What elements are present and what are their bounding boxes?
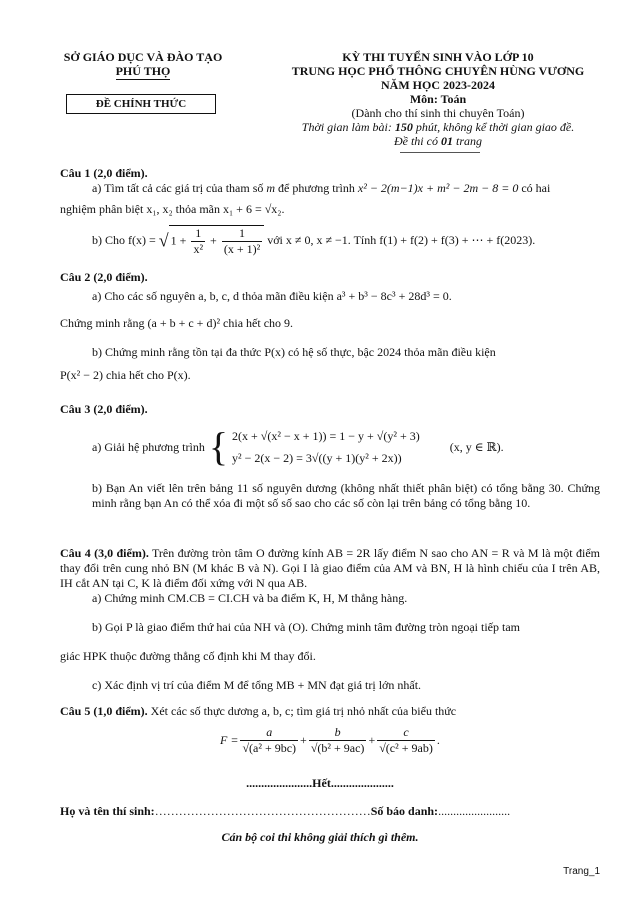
question-part-b-cont: P(x² − 2) chia hết cho P(x). <box>60 368 191 382</box>
question-part-a: a) Cho các số nguyên a, b, c, d thỏa mãn điều kiện a³ + b³ − 8c³ + 28d³ = 0. <box>92 289 452 303</box>
exam-title-line1: KỲ THI TUYỂN SINH VÀO LỚP 10 <box>342 50 534 64</box>
exam-title-block <box>258 50 618 148</box>
exam-year: NĂM HỌC 2023-2024 <box>381 78 495 92</box>
header-divider <box>400 152 480 153</box>
question-part-b: b) Chứng minh rằng tồn tại đa thức P(x) có hệ số thực, bậc 2024 thỏa mãn điều kiện <box>92 345 496 359</box>
exam-audience: (Dành cho thí sinh thi chuyên Toán) <box>351 106 525 120</box>
issuer-line1: SỞ GIÁO DỤC VÀ ĐÀO TẠO <box>63 50 223 64</box>
question-part-a: a) Chứng minh CM.CB = CI.CH và ba điểm K, H, M thẳng hàng. <box>92 591 408 605</box>
question-part-b: b) Cho f(x) = √ 1 + $\frac{1}{\text{x²}}$ + $\frac{1}{\text{(x + 1)²}}$ với x ≠ 0, x ≠ −1. Tính f(1) + f(2) + f(3) + ⋯ + f(2023). <box>92 226 536 256</box>
question-part-a-cont: Chứng minh rằng (a + b + c + d)² chia hết cho 9. <box>60 316 294 330</box>
question-5 <box>60 704 600 756</box>
expression-F: F = $\frac{a}{\text{√(a² + 9bc)}}$ + $\frac{b}{\text{√(b² + 9ac)}}$ + $\frac{c}{\text{√(c² + 9ab)}}$ . <box>220 725 440 755</box>
question-title: Câu 1 (2,0 điểm). <box>60 166 148 180</box>
system-domain: (x, y ∈ ℝ). <box>449 439 504 454</box>
exam-subject: Môn: Toán <box>409 92 467 106</box>
system-equation-2: y² − 2(x − 2) = 3√((y + 1)(y² + 2x)) <box>232 451 402 465</box>
question-part-a: a) Tìm tất cả các giá trị của tham số m để phương trình x² − 2(m−1)x + m² − 2m − 8 = 0 có hai <box>92 181 551 195</box>
question-part-a-cont: nghiệm phân biệt x₁, x₂ thỏa mãn x₁ + 6 = √x₂. <box>60 202 285 216</box>
end-marker: ......................Hết..................... <box>246 776 394 790</box>
candidate-info-line: Họ và tên thí sinh:………………………………………………Số báo danh:........................ <box>60 804 511 818</box>
question-part-b: b) Gọi P là giao điểm thứ hai của NH và (O). Chứng minh tâm đường tròn ngoại tiếp tam <box>92 620 521 634</box>
proctor-note: Cán bộ coi thi không giải thích gì thêm. <box>221 830 419 844</box>
exam-time: Thời gian làm bài: 150 phút, không kể thời gian giao đề. <box>301 120 575 134</box>
question-2 <box>60 270 600 383</box>
system-equation-1: 2(x + √(x² − x + 1)) = 1 − y + √(y² + 3) <box>232 429 420 443</box>
question-part-a: a) Giải hệ phương trình { 2(x + √(x² − x + 1)) = 1 − y + √(y² + 3) y² − 2(x − 2) = 3√((y + 1)(y² + 2x)) (x, y ∈ ℝ). <box>92 424 504 469</box>
question-1 <box>60 166 600 257</box>
official-stamp-box: ĐỀ CHÍNH THỨC <box>66 94 216 114</box>
question-4 <box>60 546 600 693</box>
exam-pages: Đề thi có 01 trang <box>393 134 482 148</box>
question-intro: Câu 4 (3,0 điểm). Trên đường tròn tâm O đường kính AB = 2R lấy điểm N sao cho AN = R và M là một điểm thay đổi trên cung nhỏ BN (M khác B và N). Gọi I là giao điểm của AM và BN, H là hình chiếu của I trên AB, IH cắt AN tại C, K là điểm đối xứng với N qua AB. <box>60 546 600 590</box>
issuer-line2: PHÚ THỌ <box>115 64 171 78</box>
issuer-block <box>48 50 238 80</box>
question-part-b-cont: giác HPK thuộc đường thẳng cố định khi M thay đổi. <box>60 649 316 663</box>
question-intro: Câu 5 (1,0 điểm). Xét các số thực dương a, b, c; tìm giá trị nhỏ nhất của biểu thức <box>60 704 457 718</box>
exam-title-line2: TRUNG HỌC PHỔ THÔNG CHUYÊN HÙNG VƯƠNG <box>291 64 585 78</box>
question-3 <box>60 402 600 511</box>
page-number: Trang_1 <box>563 866 600 877</box>
question-part-c: c) Xác định vị trí của điểm M để tổng MB + MN đạt giá trị lớn nhất. <box>92 678 422 692</box>
question-part-b: b) Bạn An viết lên trên bảng 11 số nguyên dương (không nhất thiết phân biệt) có tổng bằng 30. Chứng minh rằng bạn An có thể xóa đi một số số sao cho các số còn lại trên bảng có tổng bằng 10. <box>92 481 600 510</box>
question-title: Câu 3 (2,0 điểm). <box>60 402 148 416</box>
question-title: Câu 2 (2,0 điểm). <box>60 270 148 284</box>
